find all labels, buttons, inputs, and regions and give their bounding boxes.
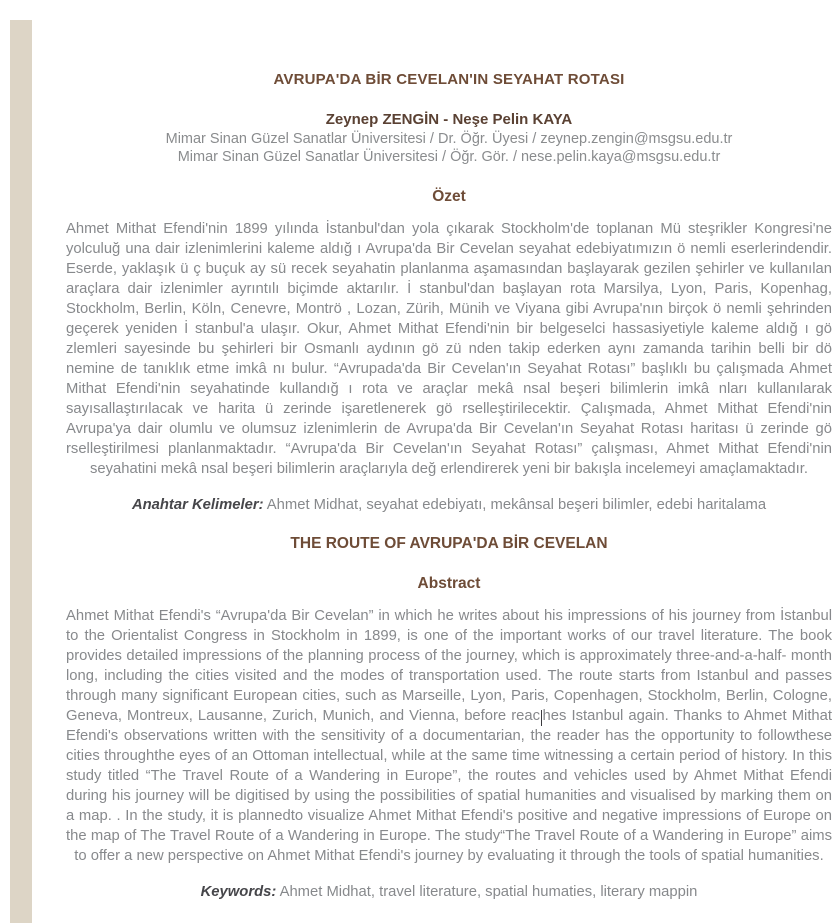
ozet-body-paragraph[interactable]: Ahmet Mithat Efendi'nin 1899 yılında İstanbul'dan yola çıkarak Stockholm'de toplanan Mü steşrikler Kongresi'ne yolculuğ una dair izlenimlerini kaleme aldığ ı Avrupa'da Bir Cevelan seyahat edebiyatımızın ö nemli eserlerindendir. Eserde, yaklaşık ü ç buçuk ay sü recek seyahatin planlanma aşamasından başlayarak gezilen şehirler ve kullanılan araçlara dair izlenimler ayrıntılı biçimde aktarılır. İ stanbul'dan başlayan rota Marsilya, Lyon, Paris, Kopenhag, Stockholm, Berlin, Köln, Cenevre, Montrö , Lozan, Zürih, Münih ve Viyana gibi Avrupa'nın birçok ö nemli şehrinden geçerek yeniden İ stanbul'a ulaşır. Okur, Ahmet Mithat Efendi'nin bir belgeselci hassasiyetiyle kaleme aldığ ı gö zlemleri sayesinde bu şehirleri bir Osmanlı aydının gö zü nden takip ederken aynı zamanda tarihin belli bir dö nemine de tanıklık etme imkâ nı bulur. “Avrupada'da Bir Cevelan'ın Seyahat Rotası” başlıklı bu çalışmada Ahmet Mithat Efendi'nin seyahatinde kullandığ ı rota ve araçlar mekâ nsal beşeri bilimlerin imkâ nları kullanılarak sayısallaştırılacak ve harita ü zerinde işaretlenerek gö rselleştirilecektir. Çalışmada, Ahmet Mithat Efendi'nin Avrupa'ya dair olumlu ve olumsuz izlenimlerin de Avrupa'da Bir Cevelan'ın Seyahat Rotası haritası ü zerinde gö rselleştirilmesi planlanmaktadır. “Avrupa'da Bir Cevelan'ın Seyahat Rotası” çalışması, Ahmet Mithat Efendi'nin seyahatini mekâ nsal beşeri bilimlerin araçlarıyla değ erlendirerek yeni bir bakışla incelemeyi amaçlamaktadır. (66, 221, 832, 477)
paper-title: AVRUPA'DA BİR CEVELAN'IN SEYAHAT ROTASI (273, 71, 625, 88)
keywords-line (66, 866, 832, 900)
affiliation-author1: Mimar Sinan Güzel Sanatlar Üniversitesi / Dr. Öğr. Üyesi / zeynep.zengin@msgsu.edu.tr (165, 131, 733, 147)
abstract-text-after-cursor: hes Istanbul again. Thanks to Ahmet Mithat Efendi's observations written with the sensitivity of a documentarian, the reader has the opportunity to followthese cities throughthe eyes of an Ottoman intellectual, while at the same time witnessing a certain period of history. In this study titled “The Travel Route of a Wandering in Europe”, the routes and vehicles used by Ahmet Mithat Efendi during his journey will be digitised by using the possibilities of spatial humanities and visualised by marking them on a map. . In the study, it is plannedto visualize Ahmet Mithat Efendi's positive and negative impressions of Europe on the map of The Travel Route of a Wandering in Europe. The study“The Travel Route of a Wandering in Europe” aims to offer a new perspective on Ahmet Mithat Efendi's journey by evaluating it through the tools of spatial humanities. (66, 708, 832, 864)
english-subtitle: THE ROUTE OF AVRUPA'DA BİR CEVELAN (290, 535, 608, 552)
affiliation-author2: Mimar Sinan Güzel Sanatlar Üniversitesi / Öğr. Gör. / nese.pelin.kaya@msgsu.edu.tr (177, 148, 721, 165)
authors-line: Zeynep ZENGİN - Neşe Pelin KAYA (325, 111, 573, 128)
abstract-body-paragraph[interactable] (66, 593, 832, 866)
keywords-text: Ahmet Midhat, travel literature, spatial humaties, literary mappin (276, 884, 698, 900)
left-margin-stripe (10, 20, 32, 923)
anahtar-kelimeler-line (66, 479, 832, 513)
keywords-label: Keywords: (200, 884, 277, 900)
ozet-heading: Özet (432, 188, 466, 205)
anahtar-kelimeler-label: Anahtar Kelimeler: (131, 497, 264, 513)
document-page (66, 0, 832, 900)
abstract-text-before-cursor: Ahmet Mithat Efendi's “Avrupa'da Bir Cevelan” in which he writes about his impressions of his journey from İstanbul to the Orientalist Congress in Stockholm in 1899, is one of the important works of our travel literature. The book provides detailed impressions of the planning process of the journey, which is approximately three-and-a-half- month long, including the cities visited and the modes of transportation used. The route starts from Istanbul and passes through many significant European cities, such as Marseille, Lyon, Paris, Copenhagen, Stockholm, Berlin, Cologne, Geneva, Montreux, Lausanne, Zurich, Munich, and Vienna, before reac (66, 608, 832, 724)
anahtar-kelimeler-text: Ahmet Midhat, seyahat edebiyatı, mekânsal beşeri bilimler, edebi haritalama (263, 497, 767, 513)
abstract-heading: Abstract (417, 575, 481, 592)
